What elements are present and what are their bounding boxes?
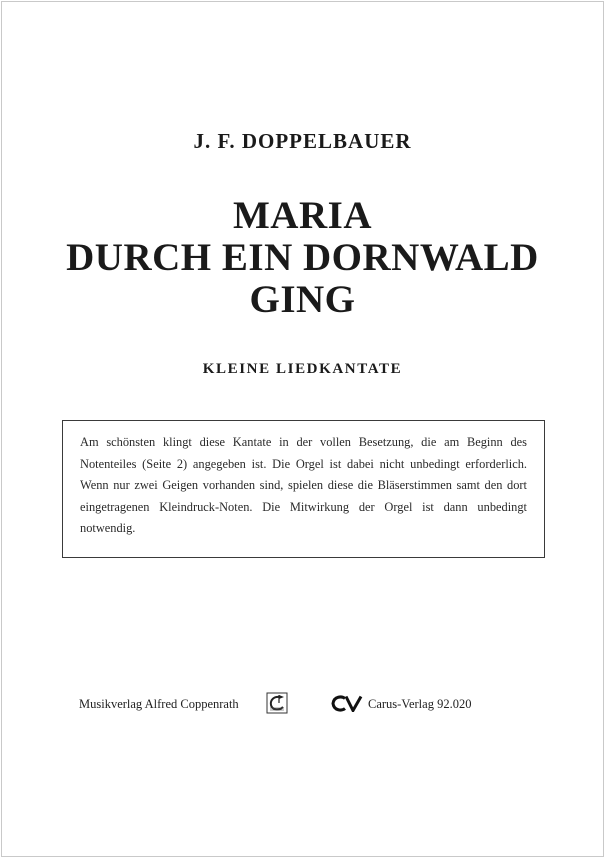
performance-note-box bbox=[62, 420, 545, 558]
work-title-line: DURCH EIN DORNWALD bbox=[66, 236, 539, 279]
work-title-line: MARIA bbox=[233, 194, 372, 237]
score-cover-page bbox=[1, 1, 604, 857]
carus-cv-logo-icon bbox=[331, 695, 363, 712]
coppenrath-logo-icon bbox=[266, 692, 288, 714]
publisher-carus: Carus-Verlag 92.020 bbox=[368, 697, 472, 711]
publisher-footer bbox=[2, 692, 603, 722]
work-subtitle: KLEINE LIEDKANTATE bbox=[202, 361, 403, 377]
composer-name: J. F. DOPPELBAUER bbox=[193, 129, 412, 153]
work-title bbox=[2, 195, 603, 321]
publisher-coppenrath: Musikverlag Alfred Coppenrath bbox=[79, 697, 239, 711]
work-title-line: GING bbox=[249, 278, 356, 321]
performance-note-text: Am schönsten klingt diese Kantate in der vollen Besetzung, die am Beginn des Notenteiles (Seite 2) angegeben ist. Die Orgel ist dabei nicht unbedingt erforderlich. Wenn nur zwei Geigen vorhanden sind, spielen diese die Bläserstimmen samt den dort eingetragenen Kleindruck-Noten. Die Mitwirkung der Orgel ist dann unbedingt notwendig. bbox=[80, 435, 527, 535]
